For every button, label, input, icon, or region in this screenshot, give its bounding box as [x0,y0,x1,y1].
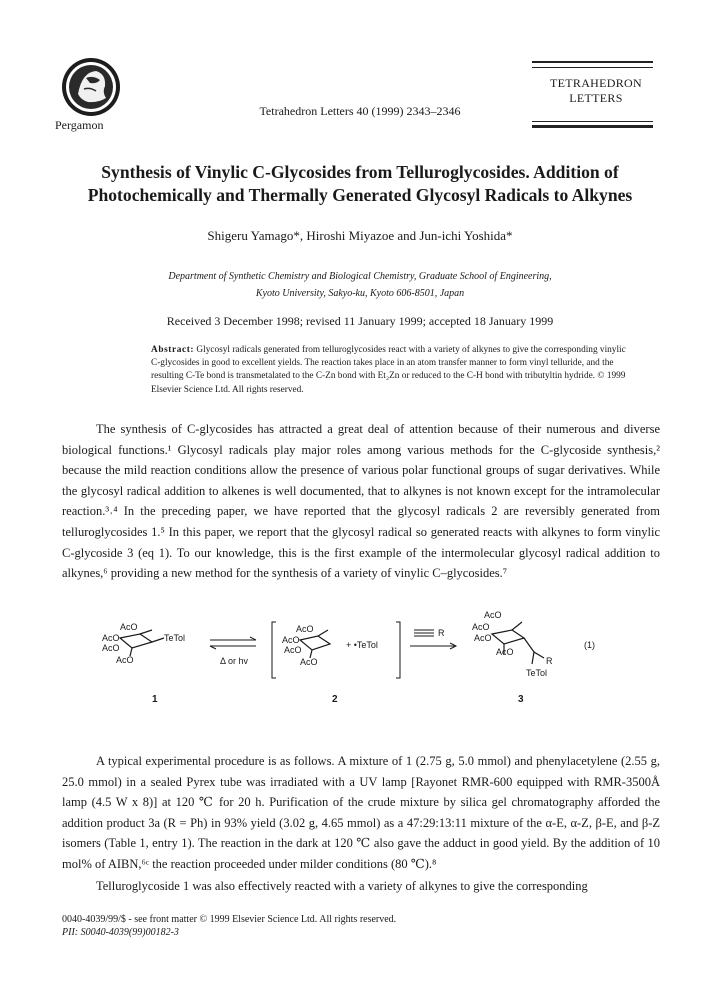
header-rule-top [532,61,653,63]
header-rule-bottom [532,121,653,122]
product-3-aco-bottom: AcO [496,647,514,657]
product-3-aco-left: AcO [472,622,490,632]
journal-name [540,76,652,106]
eq-number: (1) [584,640,595,650]
radical-2-structure [300,630,330,658]
reaction-scheme [60,608,660,718]
affiliation [0,268,720,302]
journal-citation: Tetrahedron Letters 40 (1999) 2343–2346 [259,104,461,118]
article-title [60,161,660,207]
body-paragraph-1 [62,419,660,584]
affiliation-line2: Kyoto University, Sakyo-ku, Kyoto 606-8501, Japan [255,288,465,299]
product-3-aco-top: AcO [484,610,502,620]
compound-1-aco-bottom: AcO [116,655,134,665]
alkyne-r-group: R [438,628,445,638]
product-3-aco-mid: AcO [474,633,492,643]
forward-arrow [410,643,456,649]
journal-name-line2: LETTERS [569,91,623,105]
paragraph-1-text: The synthesis of C-glycosides has attracted a great deal of attention because of their numerous and diverse biological functions.¹ Glycosyl radicals play major roles among various methods for the C-glycoside synthesis,² because the mild reaction conditions allow the presence of various polar functional groups of sugar derivatives. While the glycosyl radical addition to alkenes is well documented, that to alkynes is not known except for the intramolecular reaction.³˒⁴ In the preceding paper, we have reported that the glycosyl radicals 2 are reversibly generated from telluroglycosides 1.⁵ In this paper, we report that the glycosyl radical so generated reacts with alkynes to form vinylic C-glycoside 3 (eq 1). To our knowledge, this is the first example of the intermolecular glycosyl radical addition to alkynes,⁶ providing a new method for the synthesis of a variety of vinylic C–glycosides.⁷ [62,422,660,581]
abstract-text: Glycosyl radicals generated from telluroglycosides react with a variety of alkynes to give the corresponding vinylic C-glycosides in good to excellent yields. The reaction takes place in an atom transfer manner to form vinyl telluride, and the resulting C-Te bond is transmetalated to the C-Zn bond with Et₂Zn or reduced to the C-H bond with tributyltin hydride. © 1999 Elsevier Science Ltd. All rights reserved. [151,345,626,395]
radical-2-tetol: + •TeTol [346,640,378,650]
footer-line1: 0040-4039/99/$ - see front matter © 1999 Elsevier Science Ltd. All rights reserved. [62,914,397,925]
body-paragraph-2 [62,751,660,875]
compound-3-label: 3 [518,694,524,705]
footer-copyright [62,913,396,939]
title-line1: Synthesis of Vinylic C-Glycosides from Telluroglycosides. Addition of [101,162,619,182]
paragraph-3-text: Telluroglycoside 1 was also effectively reacted with a variety of alkynes to give the corresponding [96,879,588,893]
compound-1-structure [120,630,164,656]
product-3-r-group: R [546,656,553,666]
received-dates: Received 3 December 1998; revised 11 January 1999; accepted 18 January 1999 [166,314,554,328]
reaction-condition: Δ or hv [220,656,249,666]
alkyne-reagent [414,630,434,636]
author-list: Shigeru Yamago*, Hiroshi Miyazoe and Jun-ichi Yoshida* [207,228,513,243]
compound-1-aco-mid: AcO [102,643,120,653]
header-rule-bottom-thick [532,125,653,128]
radical-2-aco-bottom: AcO [300,657,318,667]
body-paragraph-3 [62,876,660,897]
compound-1-tetol: TeTol [164,633,186,643]
product-3-structure [492,622,544,664]
abstract [151,344,631,397]
paragraph-2-text: A typical experimental procedure is as follows. A mixture of 1 (2.75 g, 5.0 mmol) and phenylacetylene (2.55 g, 25.0 mmol) in a sealed Pyrex tube was irradiated with a UV lamp [Rayonet RMR-600 equipped with RMR-3500Å lamp (4.5 W x 8)] at 120 ℃ for 20 h. Purification of the crude mixture by silica gel chromatography afforded the addition product 3a (R = Ph) in 93% yield (3.02 g, 4.65 mmol) as a 47:29:13:11 mixture of the α-E, α-Z, β-E, and β-Z isomers (Table 1, entry 1). The reaction in the dark at 120 ℃ also gave the adduct in good yield. By the addition of 10 mol% of AIBN,⁶ᶜ the reaction proceeded under milder conditions (80 ℃).⁸ [62,754,660,871]
equilibrium-arrow [210,637,256,649]
compound-1-label: 1 [152,694,158,705]
title-line2: Photochemically and Thermally Generated Glycosyl Radicals to Alkynes [87,185,633,205]
header-rule-top-thin [532,67,653,68]
product-3-tetol: TeTol [526,668,548,678]
publisher-name: Pergamon [55,118,104,132]
radical-2-aco-mid: AcO [284,645,302,655]
journal-name-line1: TETRAHEDRON [550,76,642,90]
radical-2-aco-top: AcO [296,624,314,634]
compound-1-aco-left: AcO [102,633,120,643]
footer-pii: PII: S0040-4039(99)00182-3 [62,927,179,938]
compound-2-label: 2 [332,694,338,705]
abstract-label: Abstract: [151,345,195,355]
compound-1-aco-top: AcO [120,622,138,632]
radical-2-aco-left: AcO [282,635,300,645]
affiliation-line1: Department of Synthetic Chemistry and Biological Chemistry, Graduate School of Engineering, [168,271,552,282]
